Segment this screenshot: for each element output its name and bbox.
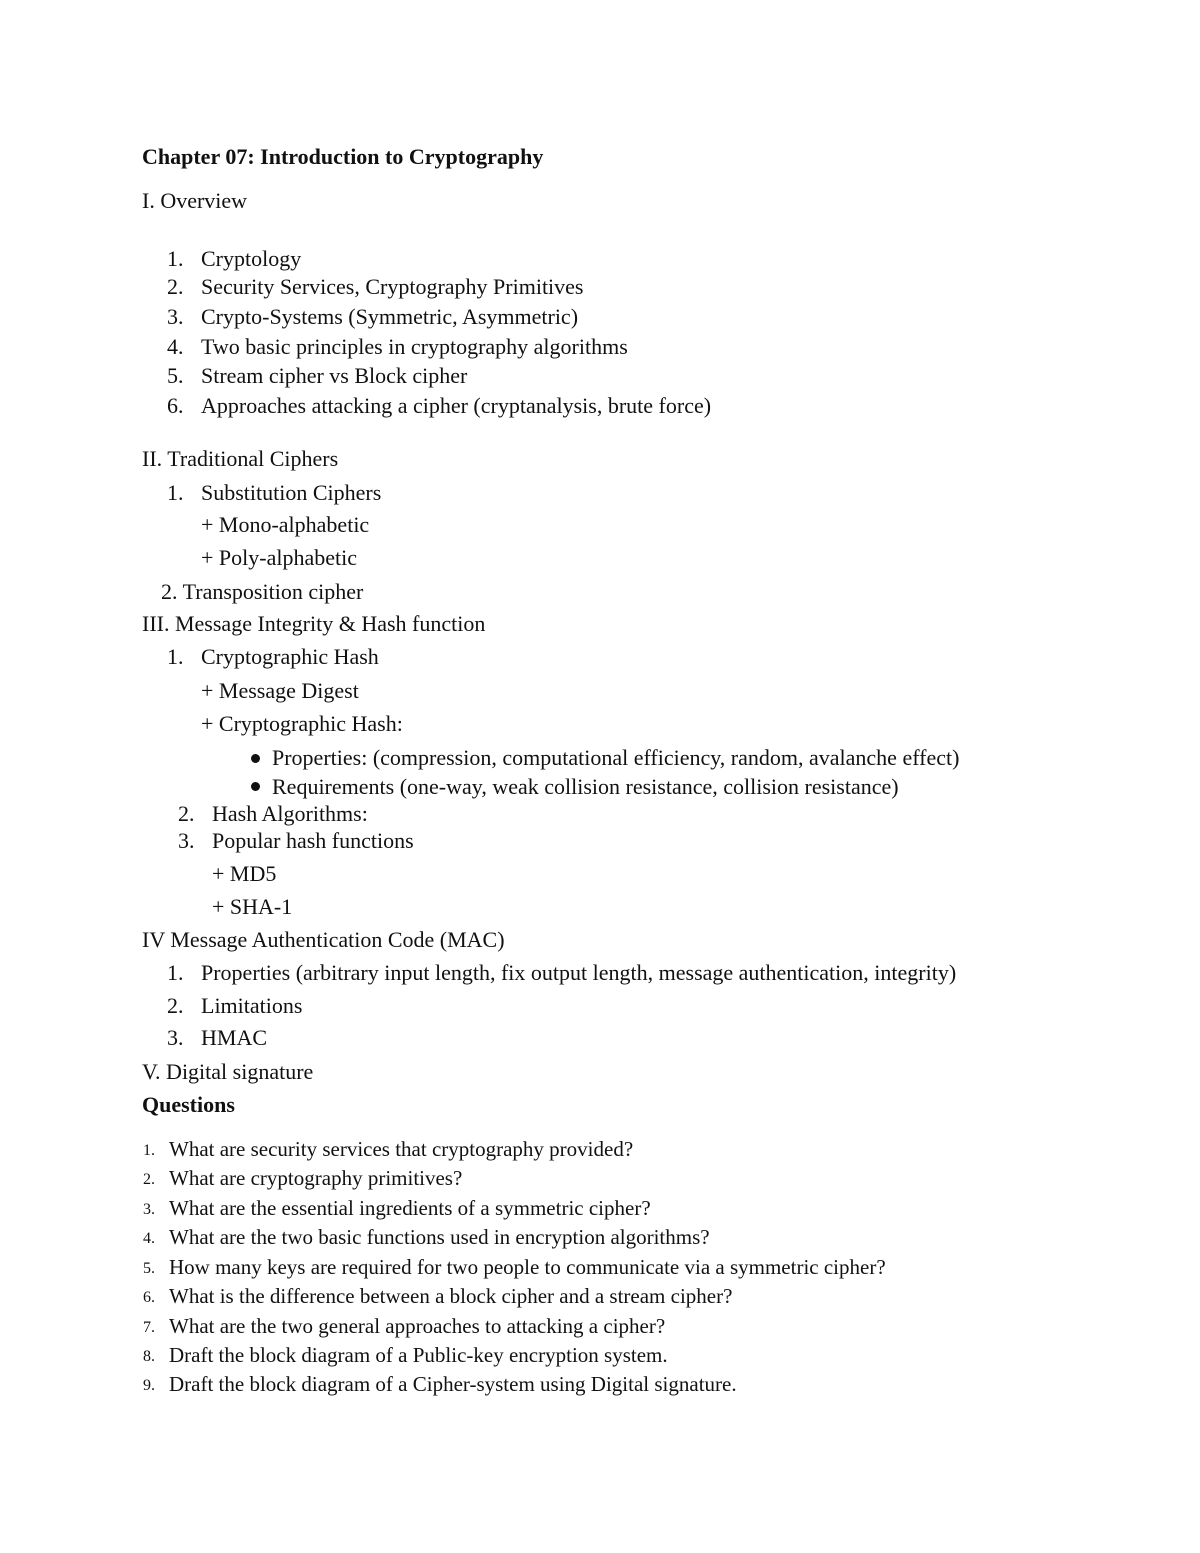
list-number: 2.: [178, 801, 195, 826]
questions-heading: Questions: [142, 1092, 235, 1117]
page-title: Chapter 07: Introduction to Cryptography: [142, 144, 544, 169]
section-heading: V. Digital signature: [142, 1059, 314, 1084]
question-item: What are cryptography primitives?: [169, 1166, 463, 1190]
list-item: Properties (arbitrary input length, fix output length, message authentication, integrity): [201, 960, 957, 985]
list-item: 2. Transposition cipher: [161, 579, 364, 604]
list-number: 2.: [167, 993, 184, 1018]
question-number: 1.: [143, 1142, 155, 1159]
section-heading: III. Message Integrity & Hash function: [142, 611, 486, 636]
question-number: 4.: [143, 1230, 155, 1247]
question-item: What is the difference between a block cipher and a stream cipher?: [169, 1284, 733, 1308]
sub-item: + SHA-1: [212, 894, 293, 919]
list-item: Cryptology: [201, 246, 302, 271]
list-item: Cryptographic Hash: [201, 644, 379, 669]
list-number: 5.: [167, 363, 184, 388]
sub-item: + Cryptographic Hash:: [201, 711, 403, 736]
list-number: 3.: [178, 828, 195, 853]
list-item: Hash Algorithms:: [212, 801, 368, 826]
section-heading: IV Message Authentication Code (MAC): [142, 927, 505, 952]
list-number: 1.: [167, 960, 184, 985]
list-number: 1.: [167, 644, 184, 669]
sub-item: + Message Digest: [201, 678, 359, 703]
question-number: 6.: [143, 1289, 155, 1306]
question-number: 5.: [143, 1260, 155, 1277]
list-number: 1.: [167, 246, 184, 271]
section-heading: II. Traditional Ciphers: [142, 446, 339, 471]
list-item: Approaches attacking a cipher (cryptanalysis, brute force): [201, 393, 712, 418]
sub-item: + Mono-alphabetic: [201, 512, 370, 537]
list-item: Stream cipher vs Block cipher: [201, 363, 468, 388]
bullet-icon: [251, 754, 260, 763]
question-item: What are the two basic functions used in encryption algorithms?: [169, 1225, 710, 1249]
list-item: Popular hash functions: [212, 828, 414, 853]
question-item: How many keys are required for two people to communicate via a symmetric cipher?: [169, 1255, 886, 1279]
list-number: 6.: [167, 393, 184, 418]
list-number: 3.: [167, 304, 184, 329]
list-item: Crypto-Systems (Symmetric, Asymmetric): [201, 304, 579, 329]
list-item: Limitations: [201, 993, 303, 1018]
list-item: Substitution Ciphers: [201, 480, 382, 505]
question-number: 2.: [143, 1171, 155, 1188]
bullet-item: Properties: (compression, computational efficiency, random, avalanche effect): [272, 745, 960, 770]
list-number: 1.: [167, 480, 184, 505]
question-number: 9.: [143, 1377, 155, 1394]
question-item: What are the essential ingredients of a symmetric cipher?: [169, 1196, 651, 1220]
list-item: HMAC: [201, 1025, 268, 1050]
question-item: What are security services that cryptography provided?: [169, 1137, 634, 1161]
bullet-item: Requirements (one-way, weak collision resistance, collision resistance): [272, 774, 899, 799]
list-number: 3.: [167, 1025, 184, 1050]
list-number: 4.: [167, 334, 184, 359]
bullet-icon: [251, 782, 260, 791]
question-number: 3.: [143, 1201, 155, 1218]
section-heading: I. Overview: [142, 188, 248, 213]
sub-item: + MD5: [212, 861, 277, 886]
question-number: 8.: [143, 1348, 155, 1365]
list-item: Security Services, Cryptography Primitives: [201, 274, 584, 299]
question-item: Draft the block diagram of a Cipher-system using Digital signature.: [169, 1372, 737, 1396]
list-item: Two basic principles in cryptography algorithms: [201, 334, 628, 359]
sub-item: + Poly-alphabetic: [201, 545, 357, 570]
list-number: 2.: [167, 274, 184, 299]
question-item: What are the two general approaches to attacking a cipher?: [169, 1314, 666, 1338]
question-number: 7.: [143, 1319, 155, 1336]
question-item: Draft the block diagram of a Public-key encryption system.: [169, 1343, 668, 1367]
